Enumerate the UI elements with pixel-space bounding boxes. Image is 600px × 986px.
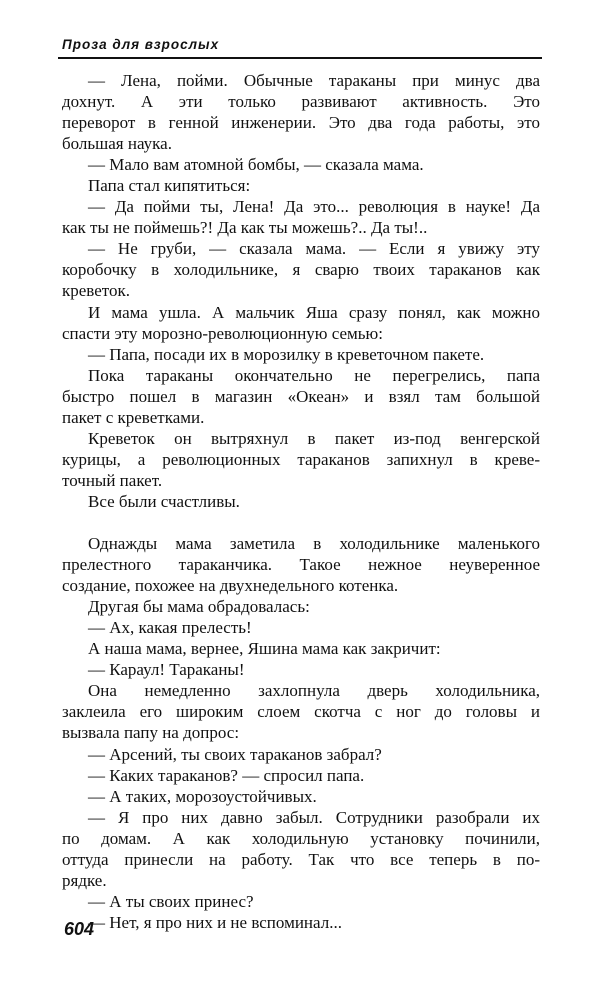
text-line: оттуда принесли на работу. Так что все теперь в по- bbox=[62, 849, 540, 869]
text-line: Креветок он вытряхнул в пакет из-под венгерской bbox=[88, 428, 540, 448]
text-line: — А таких, морозоустойчивых. bbox=[88, 786, 317, 806]
text-line: Она немедленно захлопнула дверь холодильника, bbox=[88, 681, 540, 701]
body-text bbox=[62, 70, 540, 933]
running-head: Проза для взрослых bbox=[62, 37, 220, 52]
page-number: 604 bbox=[64, 919, 95, 939]
text-line: Все были счастливы. bbox=[88, 491, 240, 511]
text-line: пакет с креветками. bbox=[62, 407, 205, 427]
text-line: создание, похожее на двухнедельного котенка. bbox=[62, 576, 399, 596]
text-line: И мама ушла. А мальчик Яша сразу понял, как можно bbox=[88, 302, 540, 322]
text-line: — А ты своих принес? bbox=[88, 891, 254, 911]
text-line: быстро пошел в магазин «Океан» и взял там большой bbox=[62, 386, 540, 406]
text-line: — Лена, пойми. Обычные тараканы при минус два bbox=[88, 71, 540, 90]
text-line: — Не груби, — сказала мама. — Если я увижу эту bbox=[88, 239, 540, 259]
text-line: вызвала папу на допрос: bbox=[62, 723, 240, 743]
text-line: как ты не поймешь?! Да как ты можешь?.. Да ты!.. bbox=[62, 218, 428, 238]
text-line: спасти эту морозно-революционную семью: bbox=[62, 323, 383, 343]
text-line: рядке. bbox=[62, 870, 107, 890]
text-line: заклеила его широким слоем скотча с ног до головы и bbox=[62, 702, 540, 722]
text-line: по домам. А как холодильную установку починили, bbox=[62, 828, 540, 848]
text-line: — Арсений, ты своих тараканов забрал? bbox=[88, 744, 382, 764]
text-line: — Да пойми ты, Лена! Да это... революция в науке! Да bbox=[88, 197, 540, 217]
text-line: Папа стал кипятиться: bbox=[88, 176, 251, 196]
text-line: Другая бы мама обрадовалась: bbox=[88, 597, 310, 617]
text-line: — Ах, какая прелесть! bbox=[88, 618, 252, 638]
header-rule bbox=[58, 57, 542, 59]
text-line: — Каких тараканов? — спросил папа. bbox=[88, 765, 365, 785]
text-line: курицы, а революционных тараканов запихнул в креве- bbox=[62, 449, 540, 469]
text-line: дохнут. А эти только развивают активность. Это bbox=[62, 92, 540, 112]
text-line: переворот в генной инженерии. Это два года работы, это bbox=[62, 113, 540, 133]
text-line: — Папа, посади их в морозилку в креветочном пакете. bbox=[88, 344, 485, 364]
text-line: А наша мама, вернее, Яшина мама как закричит: bbox=[88, 639, 441, 659]
text-line: — Караул! Тараканы! bbox=[88, 660, 245, 680]
section-break bbox=[62, 512, 540, 533]
text-line: Пока тараканы окончательно не перегрелись, папа bbox=[88, 365, 540, 385]
text-line: — Я про них давно забыл. Сотрудники разобрали их bbox=[88, 807, 540, 827]
text-line: — Нет, я про них и не вспоминал... bbox=[88, 912, 342, 932]
text-line: коробочку в холодильнике, я сварю твоих тараканов как bbox=[62, 260, 540, 280]
text-line: большая наука. bbox=[62, 134, 172, 154]
text-line: прелестного тараканчика. Такое нежное неуверенное bbox=[62, 555, 540, 575]
text-line: точный пакет. bbox=[62, 470, 163, 490]
text-line: Однажды мама заметила в холодильнике маленького bbox=[88, 534, 540, 554]
text-line: креветок. bbox=[62, 281, 130, 301]
text-line: — Мало вам атомной бомбы, — сказала мама. bbox=[88, 155, 424, 175]
